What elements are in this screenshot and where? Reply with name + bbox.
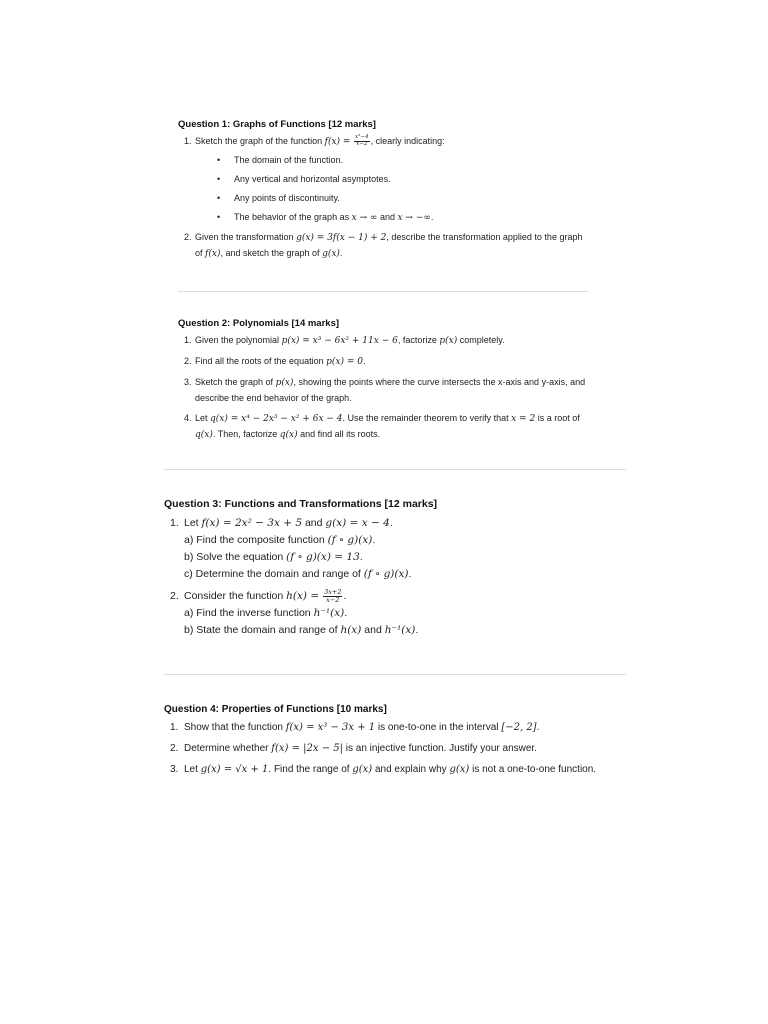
- item-text: and: [304, 517, 323, 529]
- item-text: .: [408, 568, 412, 580]
- item-text: c) Determine the domain and range of: [184, 568, 361, 580]
- item-number: 1.: [170, 517, 179, 529]
- item-text: a) Find the inverse function: [184, 607, 311, 619]
- list-item: [178, 134, 588, 226]
- item-text: . Find the range of: [268, 764, 350, 775]
- bullet-icon: •: [217, 155, 221, 165]
- bullet-item: [215, 153, 588, 168]
- item-text: is not a one-to-one function.: [472, 764, 597, 775]
- math-expression: x = 2: [511, 414, 536, 424]
- item-text: Show that the function: [184, 722, 283, 733]
- item-number: 1.: [170, 722, 179, 733]
- fraction-denominator: x−2: [326, 595, 340, 604]
- math-expression: p(x) = 0: [326, 357, 363, 367]
- item-text: and find all its roots.: [300, 429, 381, 439]
- math-expression: (f ∘ g)(x): [363, 568, 409, 580]
- sub-part-a: [184, 532, 624, 549]
- question-2-title: Question 2: Polynomials [14 marks]: [178, 318, 340, 329]
- math-expression: h⁻¹(x): [384, 624, 416, 636]
- item-text: Let: [195, 413, 208, 423]
- item-text: Find all the roots of the equation: [195, 356, 324, 366]
- math-expression: p(x): [275, 378, 294, 388]
- bullet-text: .: [430, 212, 434, 222]
- item-text: and: [364, 624, 382, 636]
- math-expression: g(x) = √x + 1: [200, 764, 269, 775]
- math-expression: g(x): [352, 764, 373, 775]
- question-2-section: [178, 318, 588, 448]
- math-expression: (f ∘ g)(x): [327, 534, 373, 546]
- item-text: , describe the transformation applied to the graph of: [195, 232, 583, 258]
- list-item: [178, 333, 588, 349]
- item-text: is a root of: [537, 413, 580, 423]
- math-expression: x → ∞: [351, 213, 378, 223]
- item-number: 2.: [170, 590, 179, 602]
- question-1-section: [178, 119, 588, 262]
- item-text: Given the polynomial: [195, 335, 280, 345]
- item-text: , factorize: [397, 335, 437, 345]
- item-text: is one-to-one in the interval: [377, 722, 499, 733]
- item-text: , clearly indicating:: [370, 136, 445, 146]
- math-expression: h(x): [340, 624, 362, 636]
- item-text: .: [359, 551, 363, 563]
- bullet-text: and: [379, 212, 395, 222]
- item-text: Let: [184, 517, 199, 529]
- item-text: completely.: [459, 335, 505, 345]
- bullet-item: [215, 191, 588, 206]
- question-4-section: [164, 704, 624, 783]
- item-text: b) Solve the equation: [184, 551, 284, 563]
- math-expression: f(x) = 2x² − 3x + 5: [201, 517, 303, 529]
- divider: [164, 674, 626, 675]
- math-expression: q(x): [195, 430, 213, 440]
- item-text: Sketch the graph of: [195, 377, 274, 387]
- math-expression: g(x): [449, 764, 470, 775]
- item-text: Let: [184, 764, 198, 775]
- bullet-text: The behavior of the graph as: [234, 212, 350, 222]
- item-text: .: [415, 624, 419, 636]
- list-item: [164, 588, 624, 639]
- item-text: .: [343, 590, 347, 602]
- fraction-denominator: x−2: [356, 141, 368, 148]
- divider: [178, 291, 588, 292]
- math-expression: (f ∘ g)(x) = 13: [286, 551, 360, 563]
- fraction-numerator: x²−4: [354, 134, 369, 141]
- item-number: 1.: [184, 335, 192, 345]
- item-text: .: [389, 517, 393, 529]
- sub-part-a: [184, 605, 624, 622]
- math-expression: g(x): [322, 249, 340, 259]
- list-item: [178, 354, 588, 370]
- item-number: 3.: [184, 377, 192, 387]
- question-3-title: Question 3: Functions and Transformations [12 marks]: [164, 498, 438, 510]
- item-number: 2.: [184, 356, 192, 366]
- bullet-text: Any points of discontinuity.: [234, 193, 340, 203]
- item-number: 2.: [170, 743, 179, 754]
- item-text: .: [339, 248, 343, 258]
- item-text: is an injective function. Justify your answer.: [345, 743, 537, 754]
- math-expression: q(x): [279, 430, 298, 440]
- bullet-text: The domain of the function.: [234, 155, 344, 165]
- math-expression: h⁻¹(x): [313, 607, 345, 619]
- bullet-item: [215, 210, 588, 226]
- item-text: Determine whether: [184, 743, 269, 754]
- list-item: [164, 762, 624, 778]
- bullet-text: Any vertical and horizontal asymptotes.: [234, 174, 391, 184]
- fraction-numerator: 3x+2: [324, 587, 342, 596]
- item-text: . Then, factorize: [212, 429, 278, 439]
- item-number: 1.: [184, 136, 192, 146]
- item-text: .: [372, 534, 376, 546]
- question-3-list: [164, 515, 624, 639]
- list-item: [178, 230, 588, 262]
- list-item: [164, 720, 624, 736]
- math-expression: f(x) = x³ − 3x + 1: [285, 722, 376, 733]
- divider: [164, 469, 626, 470]
- bullet-item: [215, 172, 588, 187]
- question-3-section: [164, 498, 624, 644]
- math-expression: [−2, 2]: [501, 722, 537, 733]
- list-item: [178, 411, 588, 443]
- sub-part-c: [184, 566, 624, 583]
- math-expression: f(x) = |2x − 5|: [271, 743, 343, 754]
- math-fraction: [323, 589, 342, 604]
- bullet-list: [195, 153, 588, 226]
- math-expression: f(x): [205, 249, 221, 259]
- sub-part-b: [184, 549, 624, 566]
- list-item: [164, 741, 624, 757]
- item-text: .: [362, 356, 366, 366]
- item-text: .: [344, 607, 348, 619]
- item-text: , and sketch the graph of: [220, 248, 320, 258]
- math-expression: q(x) = x⁴ − 2x³ − x² + 6x − 4: [210, 414, 343, 424]
- question-1-list: [178, 134, 588, 262]
- math-expression: p(x) = x³ − 6x² + 11x − 6: [281, 336, 398, 346]
- item-text: Given the transformation: [195, 232, 294, 242]
- list-item: [164, 515, 624, 583]
- bullet-icon: •: [217, 212, 221, 222]
- math-expression: h(x) =: [286, 590, 320, 602]
- math-expression: p(x): [439, 336, 458, 346]
- list-item: [178, 375, 588, 406]
- item-number: 3.: [170, 764, 179, 775]
- question-2-list: [178, 333, 588, 443]
- math-expression: x → −∞: [397, 213, 431, 223]
- question-4-list: [164, 720, 624, 778]
- item-text: and explain why: [374, 764, 447, 775]
- bullet-icon: •: [217, 174, 221, 184]
- item-text: a) Find the composite function: [184, 534, 325, 546]
- math-fraction: [354, 135, 370, 148]
- item-number: 2.: [184, 232, 192, 242]
- item-text: Sketch the graph of the function: [195, 136, 323, 146]
- sub-part-b: [184, 622, 624, 639]
- question-1-title: Question 1: Graphs of Functions [12 marks]: [178, 119, 376, 130]
- question-4-title: Question 4: Properties of Functions [10 marks]: [164, 704, 387, 715]
- item-text: , showing the points where the curve intersects the x-axis and y-axis, and describe the end behavior of the graph.: [195, 377, 586, 403]
- math-expression: f(x) =: [324, 137, 351, 147]
- bullet-icon: •: [217, 193, 221, 203]
- item-number: 4.: [184, 413, 192, 423]
- item-text: b) State the domain and range of: [184, 624, 338, 636]
- item-text: .: [536, 722, 540, 733]
- item-text: . Use the remainder theorem to verify that: [342, 413, 509, 423]
- math-expression: g(x) = 3f(x − 1) + 2: [296, 233, 387, 243]
- math-expression: g(x) = x − 4: [325, 517, 390, 529]
- item-text: Consider the function: [184, 590, 284, 602]
